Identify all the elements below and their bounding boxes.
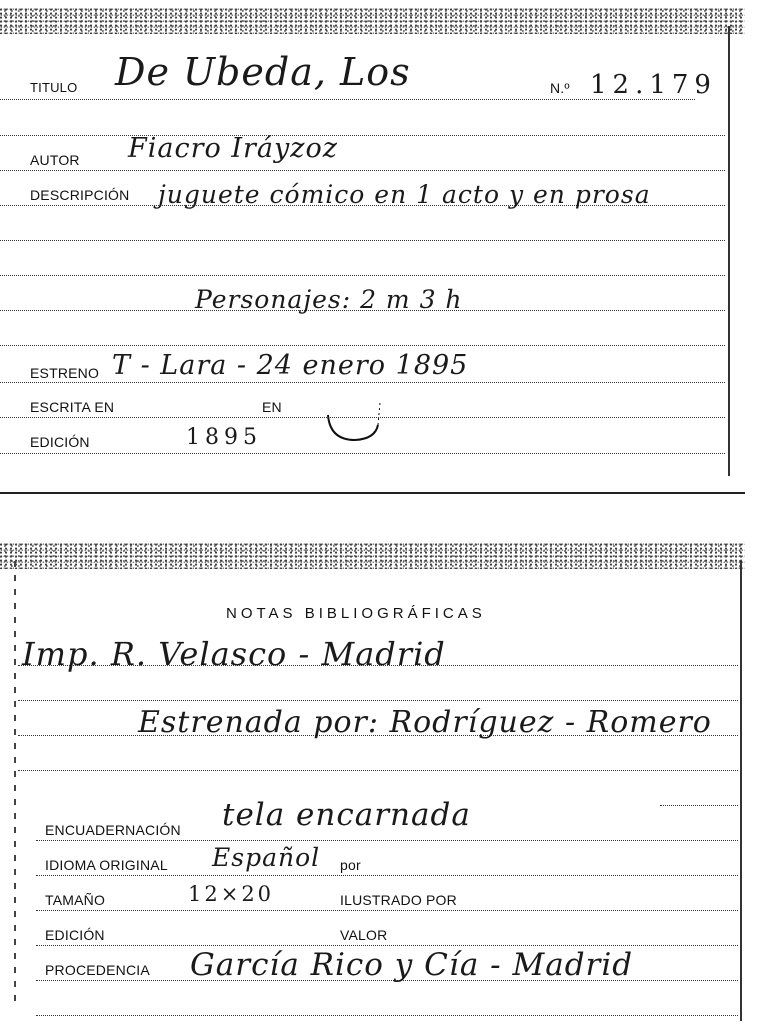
ilustrado-por-label: ILUSTRADO POR bbox=[340, 892, 457, 908]
edicion-label: EDICIÓN bbox=[30, 434, 90, 450]
scan-noise-top bbox=[0, 543, 745, 569]
personajes-value: Personajes: 2 m 3 h bbox=[195, 285, 463, 314]
nota-imprenta: Imp. R. Velasco - Madrid bbox=[22, 635, 446, 673]
idioma-original-label: IDIOMA ORIGINAL bbox=[45, 857, 168, 873]
card-edge-left bbox=[14, 561, 16, 1001]
autor-value: Fiacro Iráyzoz bbox=[128, 133, 338, 164]
notas-bibliograficas-heading: NOTAS BIBLIOGRÁFICAS bbox=[226, 605, 486, 622]
ruled-line bbox=[660, 805, 738, 806]
numero-value: 12.179 bbox=[590, 70, 717, 100]
card-edge-right bbox=[740, 561, 742, 1021]
titulo-value: De Ubeda, Los bbox=[115, 50, 411, 94]
ruled-line bbox=[18, 700, 738, 701]
autor-label: AUTOR bbox=[30, 152, 80, 168]
procedencia-value: García Rico y Cía - Madrid bbox=[190, 947, 634, 983]
estreno-value: T - Lara - 24 enero 1895 bbox=[112, 350, 469, 381]
valor-label: VALOR bbox=[340, 927, 388, 943]
descripcion-label: DESCRIPCIÓN bbox=[30, 187, 130, 203]
ruled-line bbox=[36, 910, 738, 911]
titulo-label: TITULO bbox=[30, 80, 78, 95]
edicion-label: EDICIÓN bbox=[45, 927, 105, 943]
ruled-line bbox=[0, 275, 725, 276]
ruled-line bbox=[0, 345, 725, 346]
catalog-card-front bbox=[0, 0, 745, 494]
ruled-line bbox=[36, 1015, 738, 1016]
ruled-line bbox=[0, 170, 725, 171]
idioma-original-value: Español bbox=[212, 843, 321, 872]
ruled-line bbox=[0, 240, 725, 241]
ruled-line bbox=[36, 840, 738, 841]
por-label: por bbox=[340, 857, 361, 873]
ruled-line bbox=[0, 453, 725, 454]
estreno-label: ESTRENO bbox=[30, 365, 100, 381]
encuadernacion-label: ENCUADERNACIÓN bbox=[45, 822, 181, 838]
ruled-line bbox=[36, 945, 738, 946]
ruled-line bbox=[0, 382, 725, 383]
nota-estreno: Estrenada por: Rodríguez - Romero bbox=[138, 705, 712, 740]
catalog-card-back bbox=[0, 535, 745, 1028]
ruled-line bbox=[36, 875, 738, 876]
tamano-label: TAMAÑO bbox=[45, 892, 106, 908]
ruled-line bbox=[18, 770, 738, 771]
procedencia-label: PROCEDENCIA bbox=[45, 962, 150, 978]
card-edge-right bbox=[728, 26, 730, 476]
edicion-value: 1895 bbox=[186, 425, 262, 450]
ruled-line bbox=[0, 135, 725, 136]
scan-noise-top bbox=[0, 8, 745, 34]
escrita-en-label: ESCRITA EN bbox=[30, 399, 115, 415]
encuadernacion-value: tela encarnada bbox=[222, 797, 471, 833]
en-label: EN bbox=[262, 399, 282, 415]
tamano-value: 12×20 bbox=[188, 882, 275, 906]
ink-mark bbox=[320, 395, 390, 450]
descripcion-value: juguete cómico en 1 acto y en prosa bbox=[158, 180, 651, 209]
numero-label: N.º bbox=[550, 80, 570, 96]
